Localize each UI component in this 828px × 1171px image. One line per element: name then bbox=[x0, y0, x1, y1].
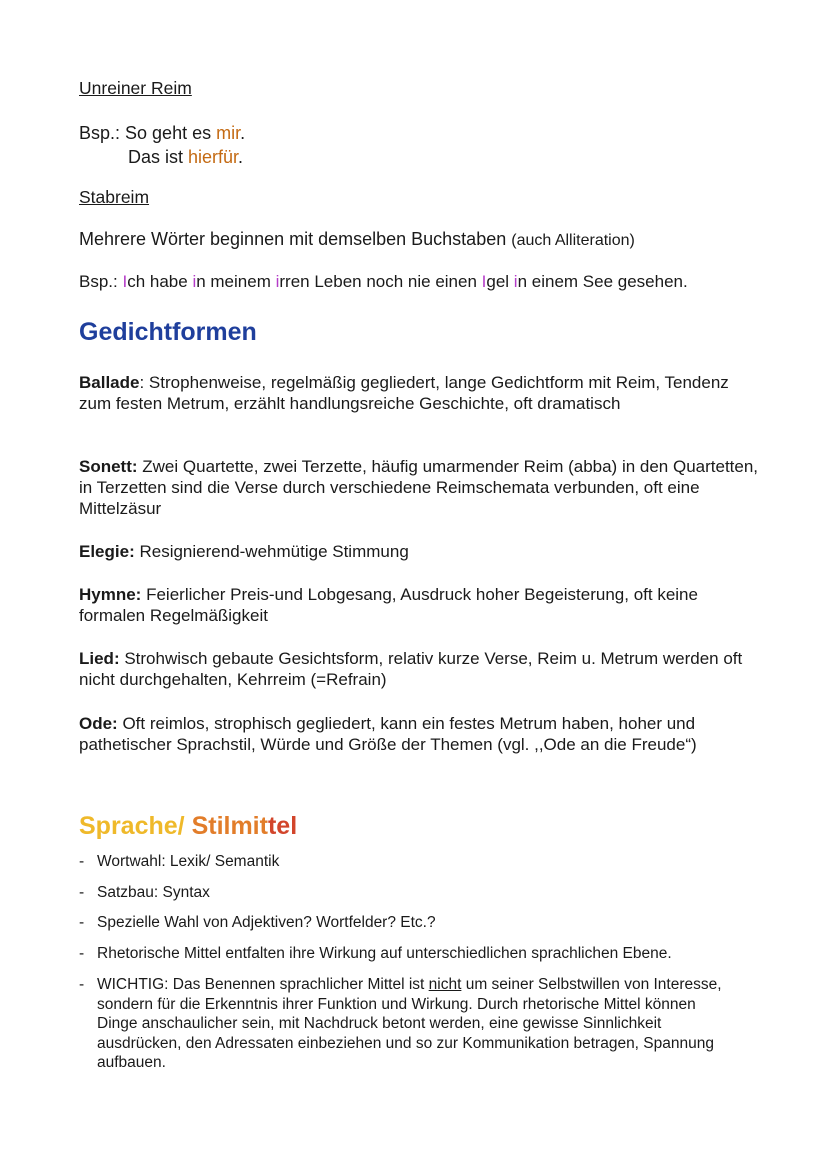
example-line-2-text: Das ist bbox=[128, 147, 189, 167]
alliteration-letter: i bbox=[513, 272, 518, 291]
list-item-text: Rhetorische Mittel entfalten ihre Wirkung auf unterschiedlichen sprachlichen Ebene. bbox=[97, 945, 672, 962]
example-prefix: Bsp.: bbox=[79, 123, 126, 143]
desc-sonett: Zwei Quartette, zwei Terzette, häufig umarmender Reim (abba) in den Quartetten, in Terzetten sind die Verse durch verschiedene Reimschemata verbunden, oft eine Mittelzäsur bbox=[79, 457, 759, 518]
example-line-2 bbox=[128, 145, 243, 169]
list-item bbox=[79, 913, 739, 933]
example-text: Bsp.: bbox=[79, 272, 123, 291]
list-item bbox=[79, 883, 739, 903]
stabreim-definition bbox=[79, 229, 635, 250]
desc-hymne: Feierlicher Preis-und Lobgesang, Ausdruck hoher Begeisterung, oft keine formalen Regelmäßigkeit bbox=[79, 585, 698, 625]
bullet-dash: - bbox=[79, 884, 85, 901]
stabreim-definition-note: (auch Alliteration) bbox=[511, 232, 635, 249]
example-line-2-end: . bbox=[238, 147, 244, 167]
entry-sonett bbox=[79, 456, 759, 519]
term-sonett: Sonett: bbox=[79, 457, 138, 476]
heading-sprache-stilmittel bbox=[79, 812, 297, 841]
heading-stabreim: Stabreim bbox=[79, 187, 150, 207]
list-item bbox=[79, 852, 739, 872]
heading-unreiner-reim: Unreiner Reim bbox=[79, 78, 192, 98]
entry-hymne bbox=[79, 584, 759, 626]
rhyme-word-1: mir bbox=[216, 123, 241, 143]
alliteration-letter: i bbox=[192, 272, 197, 291]
stabreim-definition-main: Mehrere Wörter beginnen mit demselben Buchstaben bbox=[79, 229, 512, 249]
list-item-text: Wortwahl: Lexik/ Semantik bbox=[97, 853, 280, 870]
desc-elegie: Resignierend-wehmütige Stimmung bbox=[134, 542, 409, 561]
list-item-wichtig bbox=[79, 975, 739, 1073]
wichtig-after: um seiner Selbstwillen von Interesse, sondern für die Erkenntnis ihrer Funktion und Wirkung. Durch rhetorische Mittel können Dinge anschaulicher sein, mit Nachdruck betont werden, eine gewisse Sinnlichkeit ausdrücken, den Adressaten einbeziehen und so zur Kommunikation betragen, Spannung aufbauen. bbox=[97, 976, 722, 1071]
list-item-text: Satzbau: Syntax bbox=[97, 884, 210, 901]
desc-ballade: : Strophenweise, regelmäßig gegliedert, lange Gedichtform mit Reim, Tendenz zum festen Metrum, erzählt handlungsreiche Geschichte, oft dramatisch bbox=[79, 373, 729, 413]
bullet-dash: - bbox=[79, 914, 85, 931]
example-text: n einem See gesehen. bbox=[517, 272, 688, 291]
term-ballade: Ballade bbox=[79, 373, 140, 392]
example-text: n meinem bbox=[196, 272, 276, 291]
wichtig-underlined: nicht bbox=[428, 976, 462, 993]
bullet-dash: - bbox=[79, 976, 85, 993]
bullet-dash: - bbox=[79, 945, 85, 962]
example-text: rren Leben noch nie einen bbox=[279, 272, 482, 291]
list-item-text: Spezielle Wahl von Adjektiven? Wortfelder? Etc.? bbox=[97, 914, 436, 931]
entry-elegie bbox=[79, 541, 759, 562]
rhyme-word-2: hierfür bbox=[188, 147, 239, 167]
entry-lied bbox=[79, 648, 759, 690]
entry-ballade bbox=[79, 372, 759, 414]
alliteration-letter: I bbox=[122, 272, 128, 291]
term-elegie: Elegie: bbox=[79, 542, 135, 561]
heading-sprache-part2: Stilmit bbox=[191, 812, 268, 840]
example-line-1-text: So geht es bbox=[125, 123, 217, 143]
term-ode: Ode: bbox=[79, 714, 118, 733]
desc-ode: Oft reimlos, strophisch gegliedert, kann ein festes Metrum haben, hoher und pathetischer Sprachstil, Würde und Größe der Themen (vgl. ,,Ode an die Freude“) bbox=[79, 714, 697, 754]
entry-ode bbox=[79, 713, 759, 755]
alliteration-letter: i bbox=[275, 272, 280, 291]
desc-lied: Strohwisch gebaute Gesichtsform, relativ kurze Verse, Reim u. Metrum werden oft nicht durchgehalten, Kehrreim (=Refrain) bbox=[79, 649, 743, 689]
example-line-1 bbox=[79, 121, 245, 145]
list-item bbox=[79, 944, 739, 964]
stabreim-example bbox=[79, 272, 688, 292]
heading-gedichtformen: Gedichtformen bbox=[79, 318, 257, 346]
example-line-1-end: . bbox=[240, 123, 246, 143]
list-item-text bbox=[97, 975, 739, 1073]
heading-sprache-part1: Sprache/ bbox=[79, 812, 192, 840]
example-text: ch habe bbox=[127, 272, 193, 291]
alliteration-letter: I bbox=[481, 272, 487, 291]
bullet-dash: - bbox=[79, 853, 85, 870]
heading-sprache-part3: tel bbox=[267, 812, 298, 840]
term-lied: Lied: bbox=[79, 649, 120, 668]
example-text: gel bbox=[486, 272, 514, 291]
term-hymne: Hymne: bbox=[79, 585, 142, 604]
wichtig-before: WICHTIG: Das Benennen sprachlicher Mittel ist bbox=[97, 976, 429, 993]
